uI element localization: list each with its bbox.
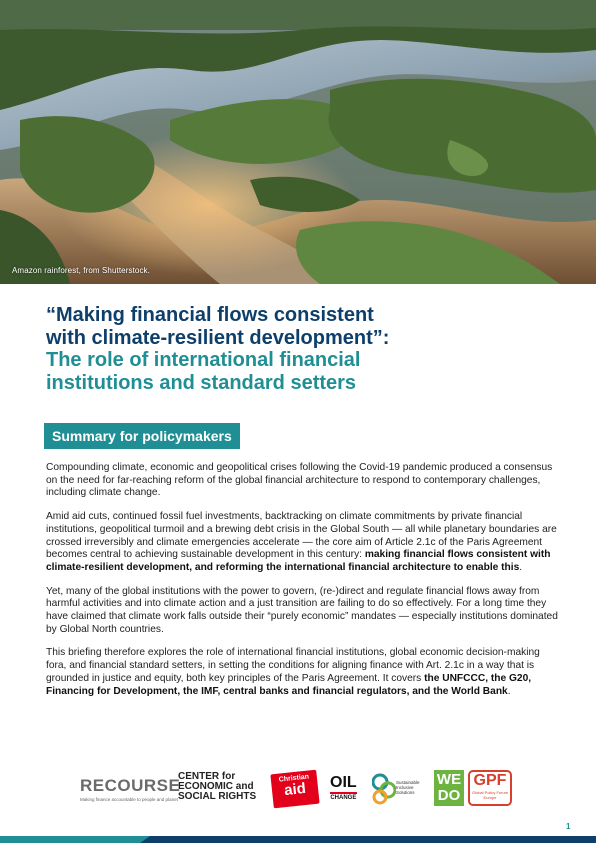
wedo-line-1: WE [436, 771, 462, 788]
page-number: 1 [566, 822, 571, 831]
oil-change-logo [330, 774, 357, 801]
body-text [46, 462, 562, 709]
paragraph-1-text: Compounding climate, economic and geopolitical crises following the Covid-19 pandemic produced a consensus on the need for far-reaching reform of the global financial architecture to respond to contemporary challenges, including climate change. [46, 462, 553, 499]
paragraph-2 [46, 511, 562, 575]
oil-change-line-2: CHANGE [330, 792, 357, 801]
oil-change-line-1: OIL [330, 774, 357, 791]
paragraph-4-emphasis: the UNFCCC, the G20, Financing for Development, the IMF, central banks and financial regulators, and the World Bank [46, 672, 532, 697]
cesr-line-3: SOCIAL RIGHTS [178, 791, 257, 802]
paragraph-4-end: . [507, 685, 511, 697]
hero-image [0, 0, 596, 284]
document-title [46, 304, 566, 394]
paragraph-4-text: This briefing therefore explores the role of international financial institutions, global economic decision-making fora, and financial standard setters, in setting the conditions for aligning finance with Art. 2.1c in a way that is grounded in justice and equity, both key principles of the Paris Agreement. It covers [46, 647, 540, 684]
wedo-logo [434, 770, 464, 806]
title-line-4: institutions and standard setters [46, 371, 357, 394]
paragraph-2-text: Amid aid cuts, continued fossil fuel investments, backtracking on climate commitments by private financial institutions, geopolitical turmoil and a brewing debt crisis in the Global South — all while planetary boundaries are crossed irreversibly and climate emergencies accelerate — the core aim of Article 2.1c of the Paris Agreement becomes central to achieving sustainable development in this century: [46, 511, 557, 561]
cesr-line-1: CENTER for [178, 771, 236, 782]
title-line-1: “Making financial flows consistent [46, 304, 374, 326]
sis-logo [372, 772, 430, 808]
sis-mark-icon [372, 772, 396, 806]
footer-band [0, 836, 596, 843]
wedo-line-2: DO [437, 787, 461, 804]
recourse-tagline: Making finance accountable to people and planet [80, 797, 178, 802]
cesr-line-2: ECONOMIC and [178, 781, 254, 792]
paragraph-3 [46, 586, 562, 637]
title-line-2: with climate-resilient development”: [46, 326, 390, 349]
paragraph-2-end: . [519, 561, 523, 573]
sis-text: Sustainable Inclusive Solutions [396, 780, 420, 795]
gpf-wordmark: GPF [473, 772, 507, 789]
paragraph-4 [46, 647, 562, 698]
recourse-logo [80, 776, 180, 802]
paragraph-2-emphasis: making financial flows consistent with climate-resilient development, and reforming the international financial architecture to enable this [46, 549, 551, 573]
recourse-wordmark: RECOURSE [80, 776, 181, 795]
paragraph-3-text: Yet, many of the global institutions with the power to govern, (re-)direct and regulate financial flows away from harmful activities and into climate action and a just transition are failing to do so effectively. For a long time they have claimed that climate work falls outside their “purely economic” mandates — especially institutions dominated by Global North countries. [46, 585, 558, 635]
paragraph-1 [46, 462, 562, 500]
section-heading-summary: Summary for policymakers [44, 423, 240, 449]
rainforest-photo [0, 0, 596, 284]
gpf-logo [468, 770, 512, 806]
christian-aid-line-2: aid [283, 779, 307, 800]
image-caption: Amazon rainforest, from Shutterstock. [12, 266, 150, 275]
christian-aid-line-1: Christian [278, 773, 310, 784]
gpf-tagline: Global Policy Forum Europe [471, 790, 508, 800]
partner-logos [80, 770, 530, 810]
cesr-logo [178, 772, 256, 802]
christian-aid-logo [270, 770, 319, 809]
title-line-3: The role of international financial [46, 349, 361, 371]
